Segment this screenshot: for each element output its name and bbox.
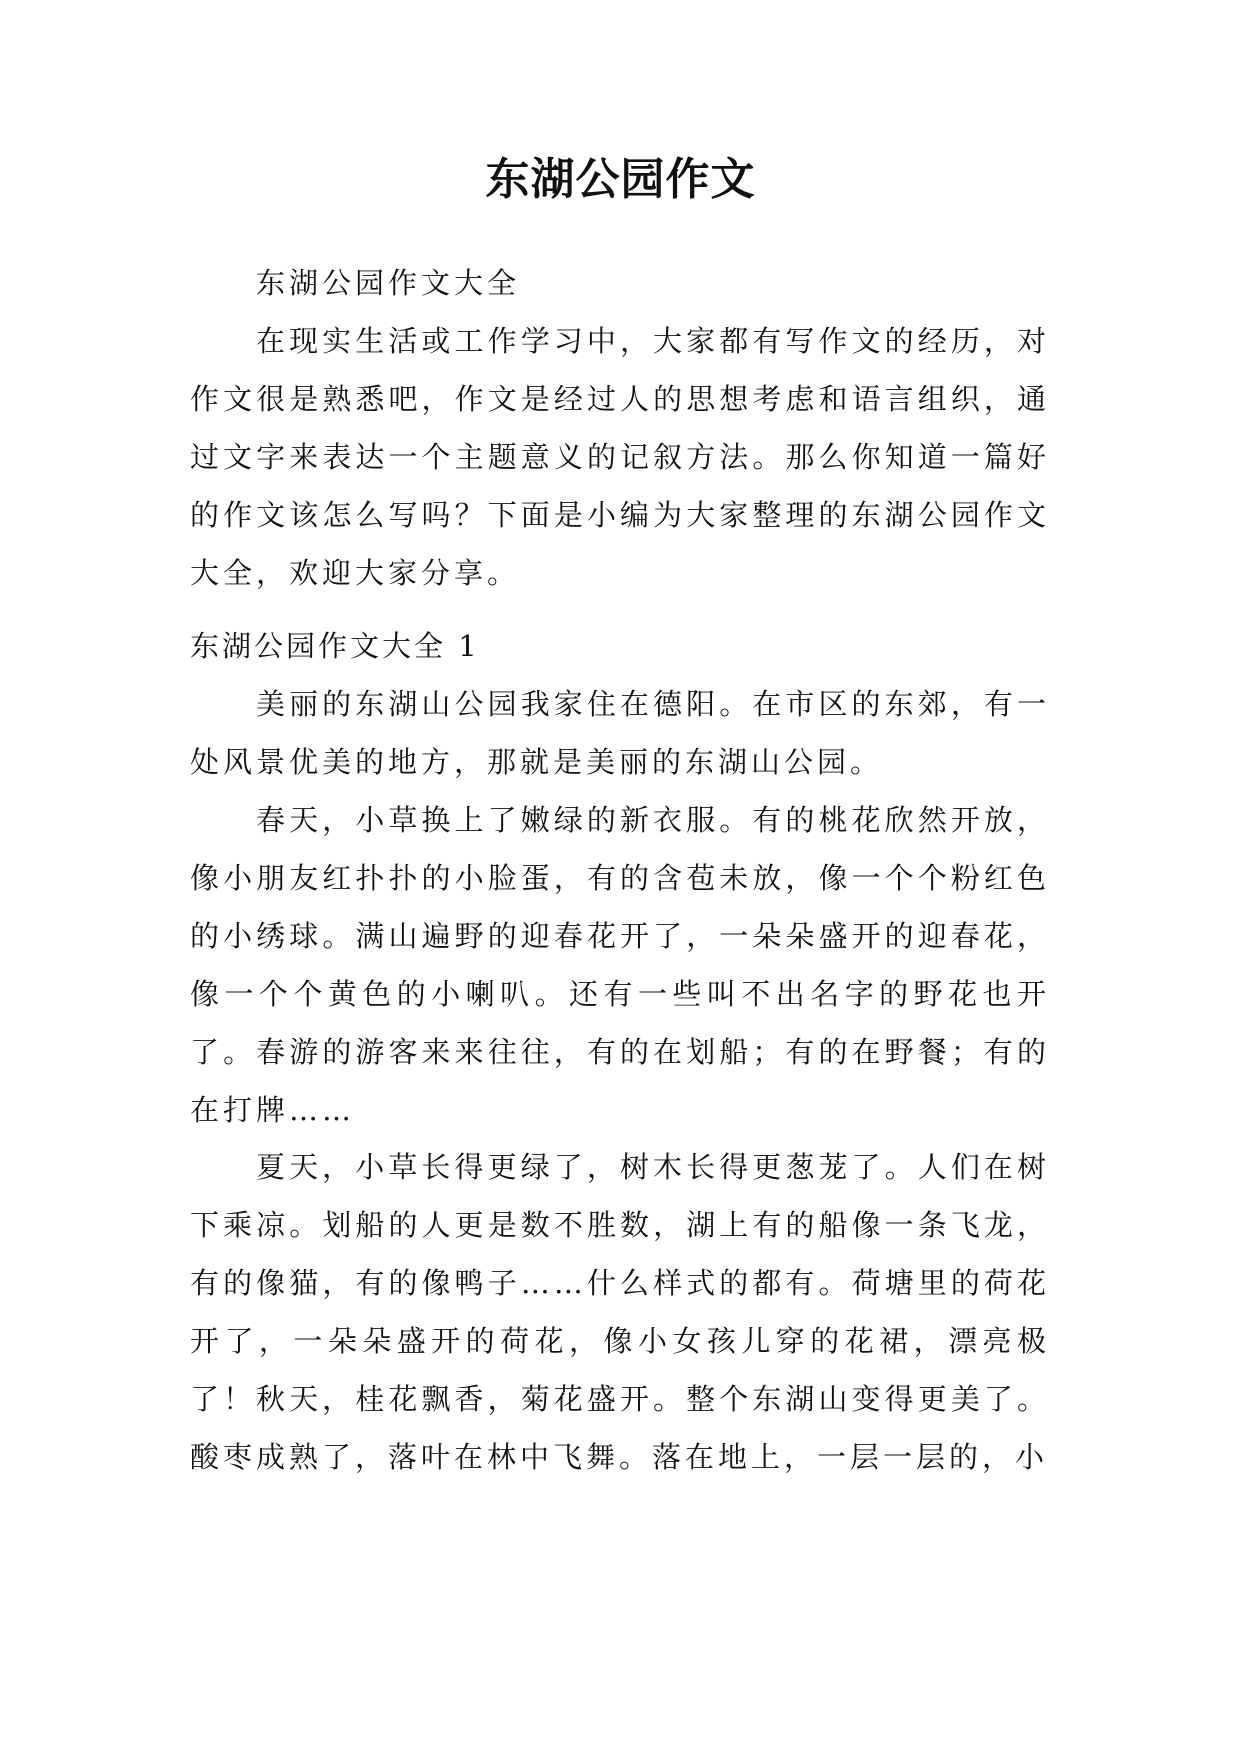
intro-paragraph: 在现实生活或工作学习中，大家都有写作文的经历，对作文很是熟悉吧，作文是经过人的思想考虑和语言组织，通过文字来表达一个主题意义的记叙方法。那么你知道一篇好的作文该怎么写吗？下面是小编为大家整理的东湖公园作文大全，欢迎大家分享。 [190,324,1050,590]
intro-heading: 东湖公园作文大全 [256,266,521,300]
section-heading: 东湖公园作文大全 1 [190,629,480,663]
paragraph-3: 夏天，小草长得更绿了，树木长得更葱茏了。人们在树下乘凉。划船的人更是数不胜数，湖上有的船像一条飞龙，有的像猫，有的像鸭子……什么样式的都有。荷塘里的荷花开了，一朵朵盛开的荷花，像小女孩儿穿的花裙，漂亮极了！ [190,1150,1050,1416]
document-title: 东湖公园作文 [485,154,756,205]
paragraph-4: 秋天，桂花飘香，菊花盛开。整个东湖山变得更美了。酸枣成熟了，落叶在林中飞舞。落在地上，一层一层的，小 [190,1382,1050,1474]
paragraph-2: 春天，小草换上了嫩绿的新衣服。有的桃花欣然开放，像小朋友红扑扑的小脸蛋，有的含苞未放，像一个个粉红色的小绣球。满山遍野的迎春花开了，一朵朵盛开的迎春花，像一个个黄色的小喇叭。还有一些叫不出名字的野花也开了。春游的游客来来往往，有的在划船；有的在野餐；有的在打牌…… [190,803,1050,1127]
paragraph-1: 美丽的东湖山公园我家住在德阳。在市区的东郊，有一处风景优美的地方，那就是美丽的东湖山公园。 [190,687,1050,779]
